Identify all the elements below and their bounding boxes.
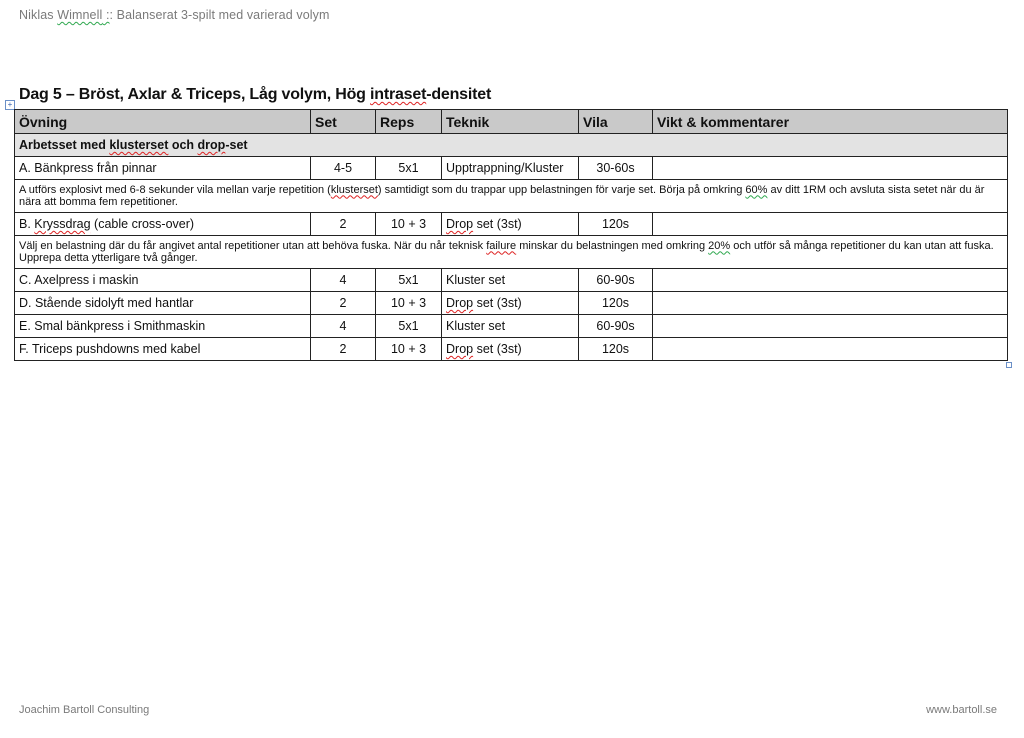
technique-cell[interactable] xyxy=(442,213,579,236)
header-name-first: Niklas xyxy=(19,8,54,22)
sets-cell[interactable]: 2 xyxy=(311,213,376,236)
note-a-text-3: av ditt 1RM och avsluta sista setet när du är nära att bomma fem repetitioner. xyxy=(19,183,985,208)
comments-cell[interactable] xyxy=(653,157,1008,180)
sets-cell[interactable]: 4 xyxy=(311,315,376,338)
table-row xyxy=(15,269,1008,292)
reps-cell[interactable]: 5x1 xyxy=(376,269,442,292)
exercise-suffix: (cable cross-over) xyxy=(90,217,195,231)
table-row xyxy=(15,157,1008,180)
section-text-2: och xyxy=(168,138,198,152)
header-name-last: Wimnell xyxy=(57,8,103,22)
table-move-handle-icon[interactable]: + xyxy=(5,100,15,110)
page-header xyxy=(19,8,330,22)
table-row xyxy=(15,315,1008,338)
table-resize-handle[interactable] xyxy=(1006,362,1012,368)
exercise-word: Kryssdrag xyxy=(34,217,91,231)
note-b-word-2: 20% xyxy=(708,239,731,252)
rest-cell[interactable]: 30-60s xyxy=(579,157,653,180)
footer-website: www.bartoll.se xyxy=(926,704,997,716)
note-b-word-1: failure xyxy=(486,239,517,252)
exercise-prefix: B. xyxy=(19,217,35,231)
technique-cell[interactable]: Upptrappning/Kluster xyxy=(442,157,579,180)
note-b-text-2: minskar du belastningen med omkring xyxy=(516,239,709,252)
technique-suffix: set (3st) xyxy=(473,296,522,310)
rest-cell[interactable]: 120s xyxy=(579,338,653,361)
rest-cell[interactable]: 60-90s xyxy=(579,269,653,292)
note-row-a xyxy=(15,180,1008,213)
table-row xyxy=(15,292,1008,315)
col-header-sets: Set xyxy=(311,110,376,134)
note-row-b xyxy=(15,236,1008,269)
technique-word: Drop xyxy=(446,296,474,310)
header-program-title: : Balanserat 3-spilt med varierad volym xyxy=(109,8,330,22)
rest-cell[interactable]: 120s xyxy=(579,213,653,236)
reps-cell[interactable]: 10 + 3 xyxy=(376,213,442,236)
day-title-suffix: -densitet xyxy=(426,86,492,103)
sets-cell[interactable]: 2 xyxy=(311,338,376,361)
section-label xyxy=(15,134,1008,157)
sets-cell[interactable]: 4-5 xyxy=(311,157,376,180)
table-header-row xyxy=(15,110,1008,134)
comments-cell[interactable] xyxy=(653,269,1008,292)
technique-cell[interactable]: Kluster set xyxy=(442,269,579,292)
workout-table xyxy=(14,109,1008,361)
exercise-cell[interactable]: C. Axelpress i maskin xyxy=(15,269,311,292)
note-cell-b[interactable] xyxy=(15,236,1008,269)
technique-suffix: set (3st) xyxy=(473,342,522,356)
section-word-1: klusterset xyxy=(109,138,169,152)
reps-cell[interactable]: 5x1 xyxy=(376,315,442,338)
rest-cell[interactable]: 120s xyxy=(579,292,653,315)
note-b-text-3: och utför så många repetitioner du kan utan att fuska. Upprepa detta ytterligare två gånger. xyxy=(19,239,994,264)
col-header-comments: Vikt & kommentarer xyxy=(653,110,1008,134)
exercise-cell[interactable]: F. Triceps pushdowns med kabel xyxy=(15,338,311,361)
comments-cell[interactable] xyxy=(653,315,1008,338)
footer-company: Joachim Bartoll Consulting xyxy=(19,704,150,716)
note-a-text-1: A utförs explosivt med 6-8 sekunder vila mellan varje repetition ( xyxy=(19,183,331,196)
exercise-cell[interactable]: D. Stående sidolyft med hantlar xyxy=(15,292,311,315)
day-title-word: intraset xyxy=(370,86,427,103)
technique-word: Drop xyxy=(446,217,474,231)
table-row xyxy=(15,338,1008,361)
col-header-reps: Reps xyxy=(376,110,442,134)
technique-suffix: set (3st) xyxy=(473,217,522,231)
technique-word: Drop xyxy=(446,342,474,356)
note-cell-a[interactable] xyxy=(15,180,1008,213)
note-a-word-2: 60% xyxy=(745,183,768,196)
exercise-cell[interactable] xyxy=(15,213,311,236)
day-title-prefix: Dag 5 – Bröst, Axlar & Triceps, Låg volym, Hög xyxy=(19,86,370,103)
rest-cell[interactable]: 60-90s xyxy=(579,315,653,338)
section-word-2: drop xyxy=(197,138,226,152)
comments-cell[interactable] xyxy=(653,292,1008,315)
note-b-text-1: Välj en belastning där du får angivet antal repetitioner utan att behöva fuska. När du når teknisk xyxy=(19,239,487,252)
technique-cell[interactable] xyxy=(442,292,579,315)
comments-cell[interactable] xyxy=(653,338,1008,361)
sets-cell[interactable]: 4 xyxy=(311,269,376,292)
col-header-rest: Vila xyxy=(579,110,653,134)
section-row xyxy=(15,134,1008,157)
day-title xyxy=(19,86,491,104)
reps-cell[interactable]: 10 + 3 xyxy=(376,292,442,315)
comments-cell[interactable] xyxy=(653,213,1008,236)
note-a-word-1: klusterset xyxy=(330,183,378,196)
technique-cell[interactable]: Kluster set xyxy=(442,315,579,338)
col-header-exercise: Övning xyxy=(15,110,311,134)
exercise-cell[interactable]: E. Smal bänkpress i Smithmaskin xyxy=(15,315,311,338)
table-row xyxy=(15,213,1008,236)
section-text-1: Arbetsset med xyxy=(19,138,110,152)
reps-cell[interactable]: 10 + 3 xyxy=(376,338,442,361)
section-text-3: -set xyxy=(225,138,248,152)
sets-cell[interactable]: 2 xyxy=(311,292,376,315)
col-header-technique: Teknik xyxy=(442,110,579,134)
technique-cell[interactable] xyxy=(442,338,579,361)
exercise-cell[interactable]: A. Bänkpress från pinnar xyxy=(15,157,311,180)
reps-cell[interactable]: 5x1 xyxy=(376,157,442,180)
header-separator: : xyxy=(102,8,110,22)
note-a-text-2: ) samtidigt som du trappar upp belastningen för varje set. Börja på omkring xyxy=(377,183,746,196)
